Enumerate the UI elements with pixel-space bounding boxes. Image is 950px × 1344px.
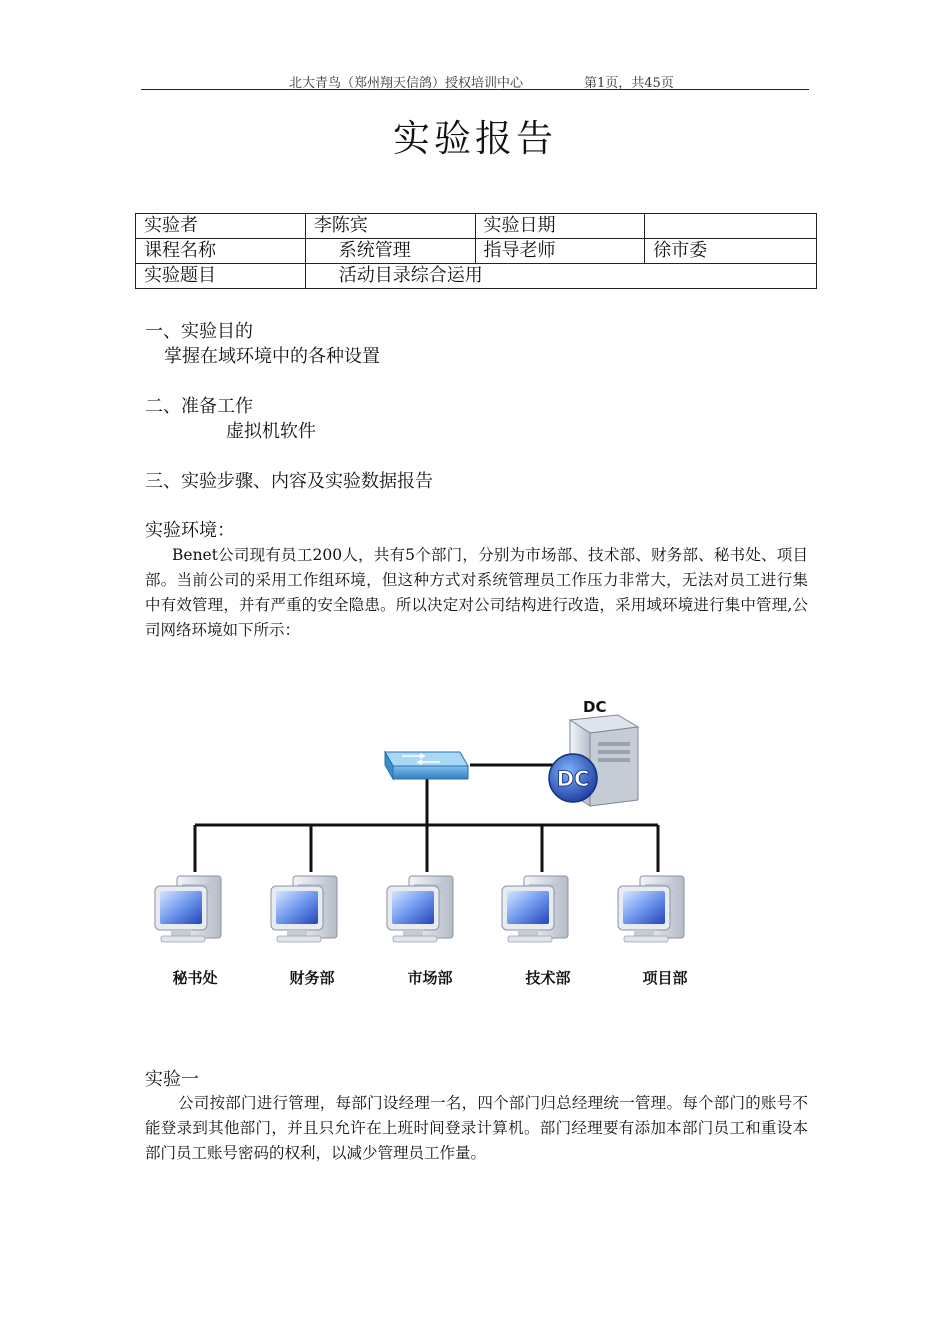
info-table bbox=[135, 213, 817, 289]
computer-icon bbox=[387, 876, 453, 942]
department-label: 秘书处 bbox=[172, 969, 218, 987]
experiment-1-body: 公司按部门进行管理，每部门设经理一名，四个部门归总经理统一管理。每个部门的账号不能登录到其他部门，并且只允许在上班时间登录计算机。部门经理要有添加本部门员工和重设本部门员工账号密码的权利，以减少管理员工作量。 bbox=[145, 1094, 808, 1162]
table-row bbox=[136, 239, 817, 264]
experimenter-label: 实验者 bbox=[136, 214, 306, 239]
department-label: 技术部 bbox=[525, 969, 571, 987]
computer-icon bbox=[155, 876, 221, 942]
teacher-label: 指导老师 bbox=[475, 239, 645, 264]
section-2-title: 二、准备工作 bbox=[145, 396, 253, 417]
course-value: 系统管理 bbox=[305, 239, 475, 264]
computer-icon bbox=[271, 876, 337, 942]
department-label: 财务部 bbox=[289, 969, 335, 987]
department-label: 市场部 bbox=[407, 969, 453, 987]
computer-icon bbox=[502, 876, 568, 942]
date-value bbox=[645, 214, 817, 239]
section-1-title: 一、实验目的 bbox=[145, 321, 253, 342]
date-label: 实验日期 bbox=[475, 214, 645, 239]
teacher-value: 徐市委 bbox=[645, 239, 817, 264]
computer-icon bbox=[618, 876, 684, 942]
section-1-body: 掌握在域环境中的各种设置 bbox=[164, 346, 380, 367]
dc-badge-text: DC bbox=[556, 767, 590, 791]
section-3-title: 三、实验步骤、内容及实验数据报告 bbox=[145, 471, 433, 492]
department-label: 项目部 bbox=[642, 969, 688, 987]
section-2-body: 虚拟机软件 bbox=[226, 421, 316, 442]
environment-body: Benet公司现有员工200人，共有5个部门，分别为市场部、技术部、财务部、秘书处、项目部。当前公司的采用工作组环境，但这种方式对系统管理员工作压力非常大，无法对员工进行集中有效管理，并有严重的安全隐患。所以决定对公司结构进行改造，采用域环境进行集中管理,公司网络环境如下所示： bbox=[145, 546, 808, 639]
experimenter-value: 李陈宾 bbox=[305, 214, 475, 239]
header-page-number: 第1页，共45页 bbox=[584, 76, 674, 91]
course-label: 课程名称 bbox=[136, 239, 306, 264]
network-diagram bbox=[140, 690, 820, 1010]
switch-icon bbox=[385, 752, 468, 779]
dc-server-icon bbox=[549, 715, 638, 806]
page-header bbox=[141, 70, 809, 90]
table-row bbox=[136, 214, 817, 239]
table-row bbox=[136, 264, 817, 289]
experiment-1-title: 实验一 bbox=[145, 1069, 199, 1090]
topic-value: 活动目录综合运用 bbox=[305, 264, 816, 289]
header-organization: 北大青鸟（郑州翔天信鸽）授权培训中心 bbox=[289, 76, 524, 91]
topic-label: 实验题目 bbox=[136, 264, 306, 289]
document-title: 实验报告 bbox=[393, 117, 557, 160]
dc-server-label: DC bbox=[583, 698, 607, 716]
environment-title: 实验环境： bbox=[145, 520, 235, 541]
